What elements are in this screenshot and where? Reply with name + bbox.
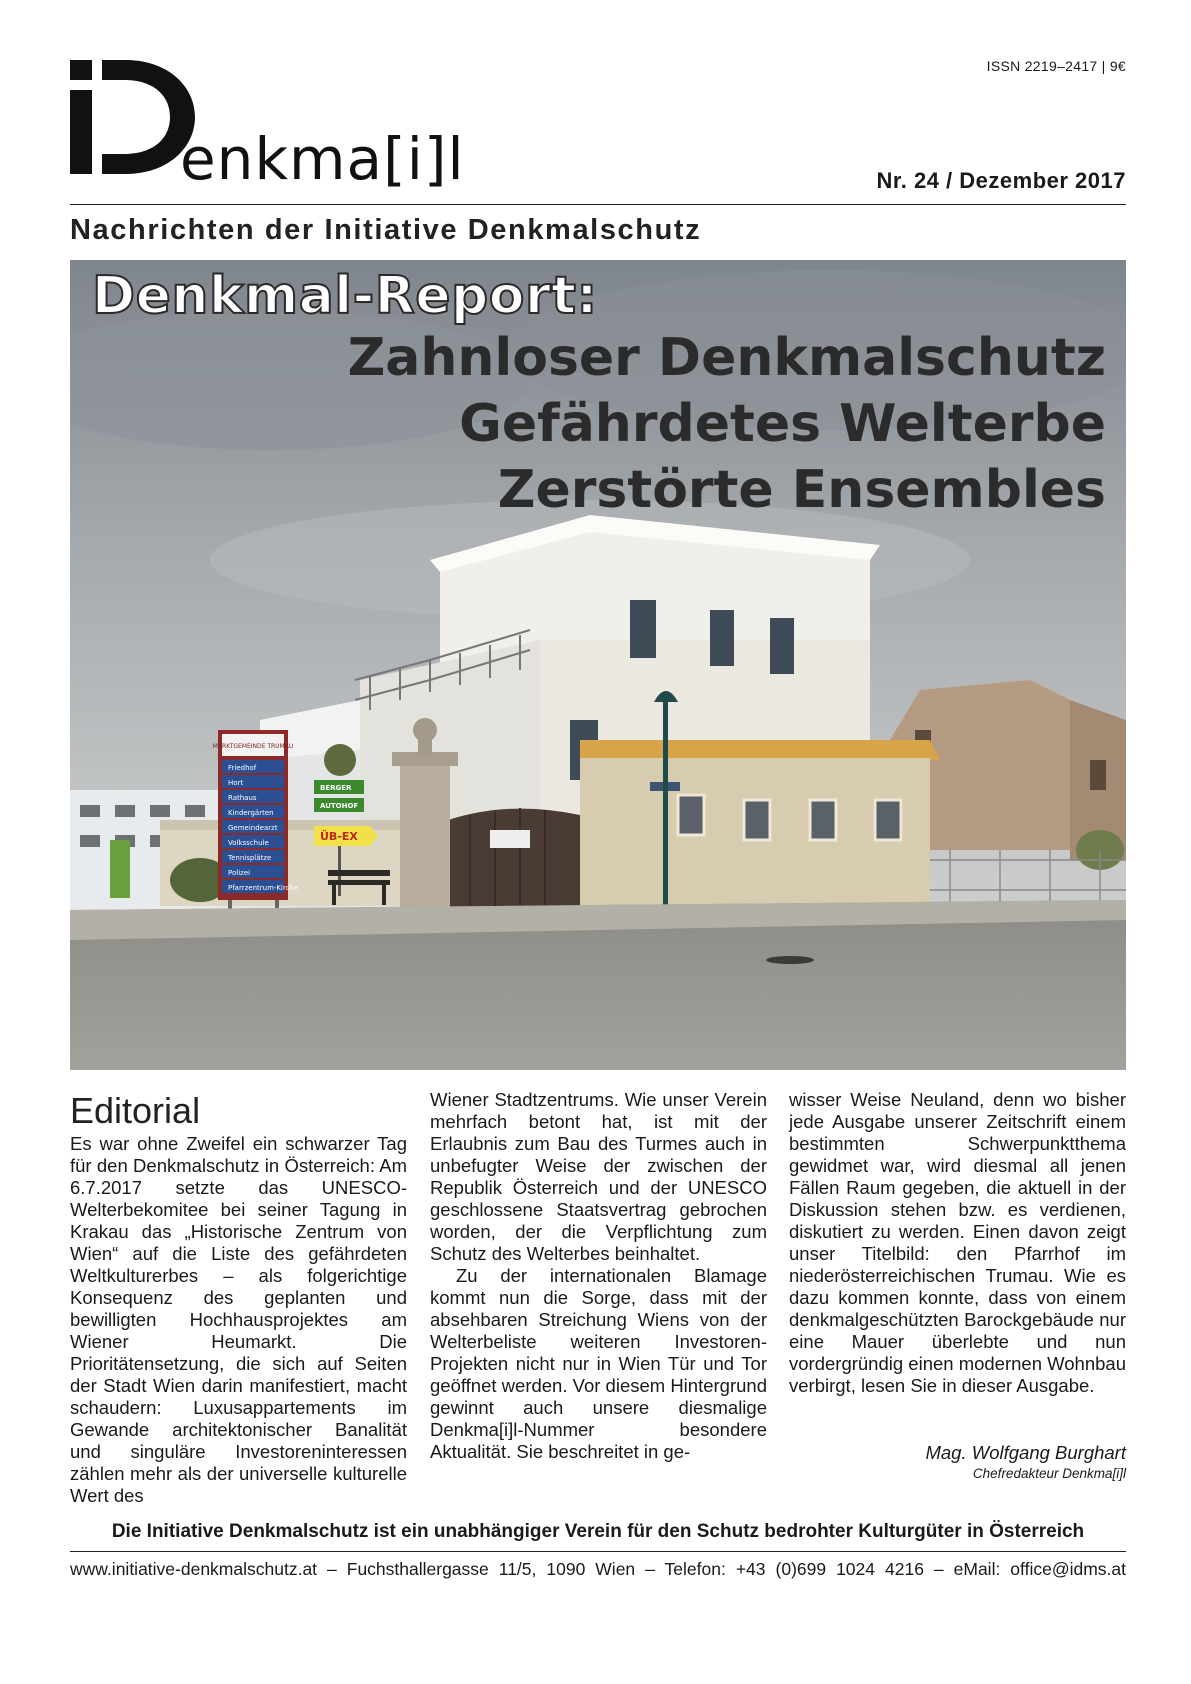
signpost-item: Friedhof [228, 764, 257, 772]
editorial-paragraph: Zu der internationalen Blamage kommt nun die Sorge, dass mit der absehbaren Streichung Wiens von der Welterbeliste weiteren Investoren-Projekten nicht nur in Wien Tür und Tor geöffnet werden. Vor diesem Hintergrund gewinnt auch unsere diesmalige Denkma[i]l-Nummer besondere Aktualität. Sie beschreitet in ge- [430, 1265, 767, 1462]
footer-divider [70, 1551, 1126, 1552]
cover-headline-1: Zahnloser Denkmalschutz [347, 328, 1106, 388]
cover-photo [70, 260, 1126, 1070]
author-name: Mag. Wolfgang Burghart [925, 1442, 1126, 1463]
side-sign-label: AUTOHOF [320, 802, 359, 810]
side-sign-label: BERGER [320, 784, 352, 792]
author-role: Chefredakteur Denkma[i]l [972, 1466, 1126, 1481]
editorial-paragraph: Es war ohne Zweifel ein schwarzer Tag für den Denkmalschutz in Österreich: Am 6.7.2017 setzte das UNESCO-Welterbekomitee bei seiner Tagung in Krakau das „Historische Zentrum von Wien“ auf die Liste des gefährdeten Weltkulturerbes – als folgerichtige Konsequenz des geplanten und bewilligten Hochhausprojektes am Wiener Heumarkt. Die Prioritätensetzung, die sich auf Seiten der Stadt Wien darin manifestiert, macht schaudern: Luxusappartements im Gewande architektonischer Banalität und singuläre Investoreninteressen zählen mehr als der universelle kulturelle Wert des [70, 1133, 407, 1506]
signpost-item: Rathaus [228, 794, 257, 802]
signpost-item: Polizei [228, 869, 251, 877]
footer-contact: www.initiative-denkmalschutz.at – Fuchsthallergasse 11/5, 1090 Wien – Telefon: +43 (0)699 1024 4216 – eMail: office@idms.at [70, 1559, 1126, 1579]
editorial-column-3 [789, 1089, 1126, 1397]
editorial-column-2 [430, 1089, 767, 1463]
signpost-item: Gemeindearzt [228, 824, 278, 832]
header-divider [70, 204, 1126, 205]
publication-subtitle: Nachrichten der Initiative Denkmalschutz [70, 214, 702, 246]
signpost-item: Pfarrzentrum-Kirche [228, 884, 299, 892]
signpost-header: MARKTGEMEINDE TRUMAU [212, 743, 294, 750]
editorial-heading: Editorial [70, 1090, 201, 1131]
signpost-item: Tennisplätze [228, 854, 272, 862]
denkmail-logo [70, 60, 490, 200]
editorial-column-1 [70, 1133, 407, 1507]
editorial-paragraph: Wiener Stadtzentrums. Wie unser Verein mehrfach betont hat, ist mit der Erlaubnis zum Bau des Turmes auch in unbefugter Weise der zwischen der Republik Österreich und der UNESCO geschlossene Staatsvertrag gebrochen worden, der die Verpflichtung zum Schutz des Welterbes beinhaltet. [430, 1089, 767, 1264]
logo-wordmark: enkma[i]l [180, 125, 465, 193]
cover-headline-3: Zerstörte Ensembles [497, 460, 1106, 520]
side-sign-label: ÜB-EX [320, 830, 358, 843]
issue-number: Nr. 24 / Dezember 2017 [876, 168, 1126, 193]
signpost-item: Kindergärten [228, 809, 274, 817]
issn-price: ISSN 2219–2417 | 9€ [986, 58, 1126, 74]
footer-tagline: Die Initiative Denkmalschutz ist ein unabhängiger Verein für den Schutz bedrohter Kulturgüter in Österreich [111, 1521, 1085, 1542]
editorial-paragraph: wisser Weise Neuland, denn wo bisher jede Ausgabe unserer Zeitschrift einem bestimmten Schwerpunktthema gewidmet war, wird diesmal all jenen Fällen Raum gegeben, die aktuell in der Diskussion stehen bzw. es verdienen, diskutiert zu werden. Einen davon zeigt unser Titelbild: den Pfarrhof im niederösterreichischen Trumau. Wie es dazu kommen konnte, dass von einem denkmalgeschützten Barockgebäude nur eine Mauer überlebte und nun vordergründig einen modernen Wohnbau verbirgt, lesen Sie in dieser Ausgabe. [789, 1089, 1127, 1396]
signpost-item: Hort [228, 779, 244, 787]
cover-kicker: Denkmal-Report: [92, 266, 598, 326]
signpost-item: Volksschule [228, 839, 269, 847]
cover-headline-2: Gefährdetes Welterbe [459, 394, 1106, 454]
